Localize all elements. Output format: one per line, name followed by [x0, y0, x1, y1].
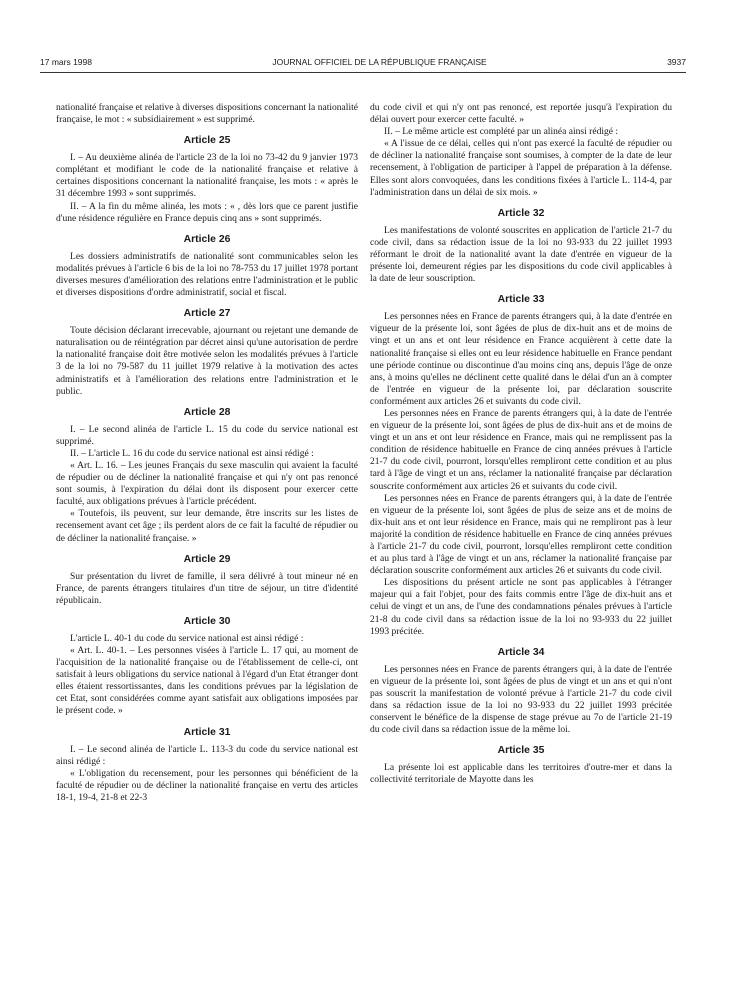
paragraph: I. – Au deuxième alinéa de l'article 23 de la loi no 73-42 du 9 janvier 1973 complétant et modifiant le code de la nationalité française et relative à certaines dispositions concernant la nationalité française, les mots : « après le 31 décembre 1993 » sont supprimés. [56, 152, 358, 200]
paragraph: Toute décision déclarant irrecevable, ajournant ou rejetant une demande de naturalisation ou de réintégration par décret ainsi qu'une autorisation de perdre la nationalité française doit être motivée selon les modalités prévues à l'article 3 de la loi no 79-587 du 11 juillet 1979 relative à la motivation des actes administratifs et à l'amélioration des relations entre l'administration et le public. [56, 325, 358, 397]
paragraph: La présente loi est applicable dans les territoires d'outre-mer et dans la collectivité territoriale de Mayotte dans les [370, 762, 672, 786]
article-heading: Article 28 [183, 406, 231, 418]
left-column [56, 102, 358, 804]
paragraph: II. – A la fin du même alinéa, les mots : « , dès lors que ce parent justifie d'une résidence régulière en France depuis cinq ans » sont supprimés. [56, 200, 358, 224]
article-heading: Article 29 [183, 553, 231, 565]
right-column [370, 102, 672, 787]
article-heading: Article 35 [497, 745, 545, 757]
paragraph: I. – Le second alinéa de l'article L. 15 du code du service national est supprimé. [56, 423, 358, 447]
article-heading: Article 25 [183, 135, 231, 147]
paragraph: I. – Le second alinéa de l'article L. 113-3 du code du service national est ainsi rédigé : [56, 743, 358, 767]
page-header [40, 57, 686, 67]
paragraph: II. – Le même article est complété par un alinéa ainsi rédigé : [384, 126, 619, 138]
paragraph: Les personnes nées en France de parents étrangers qui, à la date de l'entrée en vigueur de la présente loi, sont âgées de plus de seize ans et de moins de dix-huit ans et ont leur résidence en France, mais qui ne rempliront pas à leur majorité la condition de résidence habituelle en France de cinq années prévues à l'article 21-7 du code civil, pourront, lorsqu'elles rempliront cette condition et au plus tard à l'âge de vingt et un ans, réclamer la nationalité française par déclaration souscrite conformément aux articles 26 et suivants du code civil. [370, 492, 672, 577]
paragraph: du code civil et qui n'y ont pas renoncé, est reportée jusqu'à l'expiration du délai ouvert pour exercer cette faculté. » [370, 102, 672, 126]
article-heading: Article 27 [183, 308, 231, 320]
page-number: 3937 [667, 57, 686, 67]
paragraph: « Art. L. 40-1. – Les personnes visées à l'article L. 17 qui, au moment de l'acquisition de la nationalité française ou de l'établissement de celle-ci, ont satisfait à leurs obligations du service national à l'égard d'un Etat étranger dont elles étaient ressortissantes, dans les conditions prévues par la législation de cet Etat, sont considérées comme ayant satisfait aux obligations imposées par le présent code. » [56, 645, 358, 717]
publication-date: 17 mars 1998 [40, 57, 92, 67]
header-rule [40, 72, 686, 73]
paragraph: nationalité française et relative à diverses dispositions concernant la nationalité française, le mot : « subsidiairement » est supprimé. [56, 102, 358, 126]
article-heading: Article 30 [183, 615, 231, 627]
paragraph: Les personnes nées en France de parents étrangers qui, à la date de l'entrée en vigueur de la présente loi, sont âgées de plus de dix-huit ans et de moins de vingt et un ans et ont leur résidence en France, mais qui ne remplissent pas la condition de résidence habituelle en France de cinq années prévues à l'article 21-7 du code civil, pourront, lorsqu'elles rempliront cette condition et au plus tard à l'âge de vingt et un ans, réclamer la nationalité française par déclaration souscrite conformément aux articles 26 et suivants du code civil. [370, 407, 672, 492]
paragraph: Les manifestations de volonté souscrites en application de l'article 21-7 du code civil, dans sa rédaction issue de la loi no 93-933 du 22 juillet 1993 réformant le droit de la nationalité avant la date d'entrée en vigueur de la présente loi, demeurent régies par les dispositions du code civil applicables à la date de leur souscription. [370, 224, 672, 285]
paragraph: « A l'issue de ce délai, celles qui n'ont pas exercé la faculté de répudier ou de décliner la nationalité française sont soumises, à compter de la date de leur recensement, à l'obligation de participer à l'appel de préparation à la défense. Elles sont alors convoquées, dans les conditions fixées à l'article L. 114-4, par l'administration dans un délai de six mois. » [370, 138, 672, 198]
paragraph: « Art. L. 16. – Les jeunes Français du sexe masculin qui avaient la faculté de répudier ou de décliner la nationalité française et qui n'y ont pas renoncé sont soumis, à l'expiration du délai dont ils disposent pour exercer cette faculté, aux obligations prévues à l'article précédent. [56, 459, 358, 508]
article-heading: Article 26 [183, 233, 231, 245]
paragraph: « Toutefois, ils peuvent, sur leur demande, être inscrits sur les listes de recensement avant cet âge ; ils perdent alors de ce fait la faculté de répudier ou de décliner la nationalité française. » [56, 508, 358, 544]
paragraph: Les dispositions du présent article ne sont pas applicables à l'étranger majeur qui a fait l'objet, pour des faits commis entre l'âge de dix-huit ans et celui de vingt et un ans, de l'une des condamnations pénales prévues à l'article 21-8 du code civil dans sa rédaction issue de la loi no 93-933 du 22 juillet 1993 précitée. [370, 577, 672, 637]
paragraph: Les personnes nées en France de parents étrangers qui, à la date de l'entrée en vigueur de la présente loi, sont âgées de plus de vingt et un ans et qui n'ont pas souscrit la manifestation de volonté prévue à l'article 21-7 du code civil dans sa rédaction issue de la loi no 93-933 du 22 juillet 1993 précitée conservent le bénéfice de la dispense de stage prévue au 7o de l'article 21-19 du code civil dans sa rédaction issue de la même loi. [370, 663, 672, 736]
paragraph: Les dossiers administratifs de nationalité sont communicables selon les modalités prévues à l'article 6 bis de la loi no 78-753 du 17 juillet 1978 portant diverses mesures d'amélioration des relations entre l'administration et le public et diverses dispositions d'ordre administratif, social et fiscal. [56, 250, 358, 299]
paragraph: L'article L. 40-1 du code du service national est ainsi rédigé : [70, 632, 304, 644]
article-heading: Article 31 [183, 726, 231, 738]
paragraph: Sur présentation du livret de famille, il sera délivré à tout mineur né en France, de parents étrangers titulaires d'un titre de séjour, un titre d'identité républicain. [56, 570, 358, 606]
article-heading: Article 34 [497, 646, 545, 658]
paragraph: « L'obligation du recensement, pour les personnes qui bénéficient de la faculté de répudier ou de décliner la nationalité française en vertu des articles 18-1, 19-4, 21-8 et 22-3 [56, 767, 358, 803]
paragraph: Les personnes nées en France de parents étrangers qui, à la date d'entrée en vigueur de la présente loi, sont âgées de plus de dix-huit ans et de moins de vingt et un ans et ont leur résidence en France acquièrent à cette date la nationalité française si elles ont eu leur résidence habituelle en France pendant une période continue ou discontinue d'au moins cinq ans, depuis l'âge de onze ans, à moins qu'elles ne déclinent cette qualité dans le délai d'un an à compter de l'entrée en vigueur de la présente loi, par déclaration souscrite conformément aux articles 26 et suivants du code civil. [370, 311, 672, 407]
article-heading: Article 33 [497, 294, 545, 306]
paragraph: II. – L'article L. 16 du code du service national est ainsi rédigé : [70, 447, 314, 459]
journal-title: JOURNAL OFFICIEL DE LA RÉPUBLIQUE FRANÇAISE [272, 57, 487, 67]
article-heading: Article 32 [497, 207, 545, 219]
